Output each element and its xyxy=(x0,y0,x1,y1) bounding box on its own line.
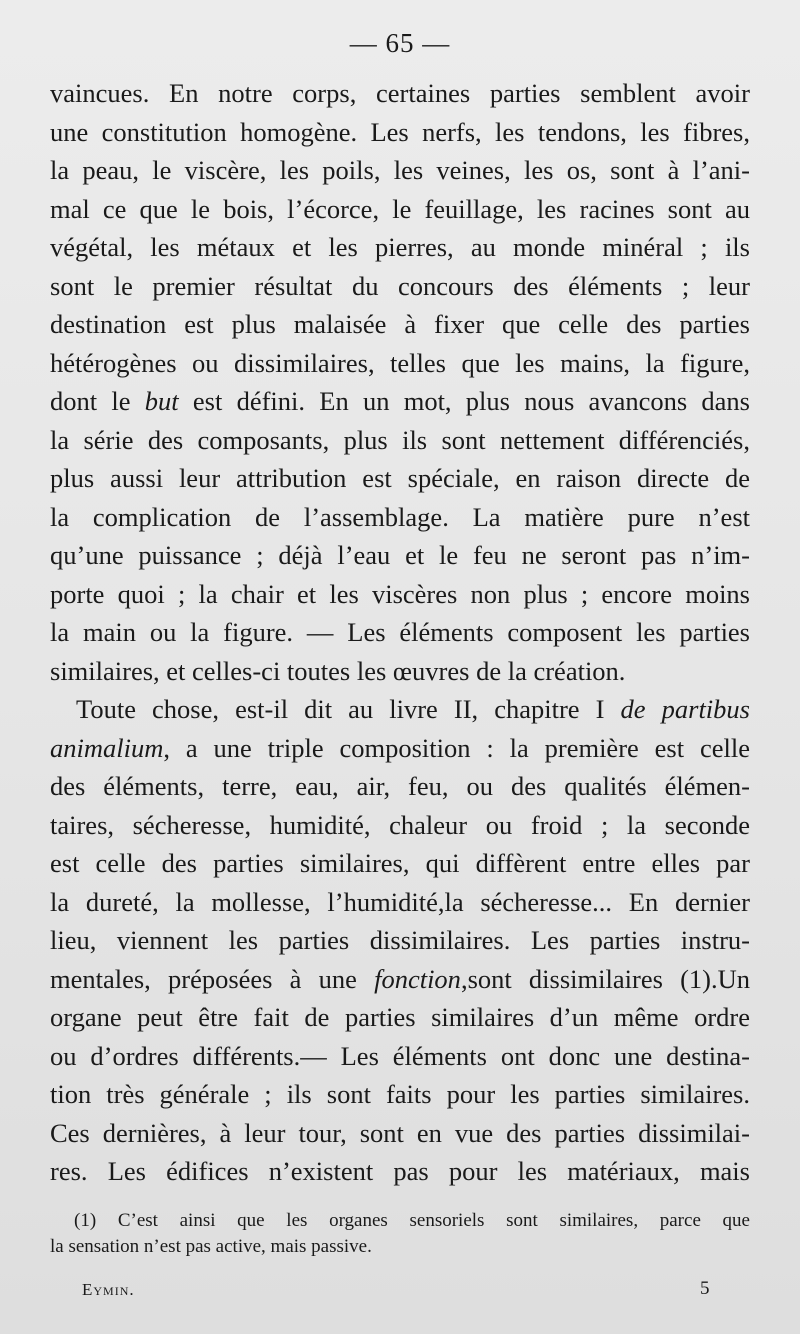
page-number: — 65 — xyxy=(349,28,451,58)
text-line: la peau, le viscère, les poils, les veines, les os, sont à l’ani- xyxy=(50,155,750,185)
text-line: dont le but est défini. En un mot, plus nous avancons dans xyxy=(50,386,750,416)
text-line: Ces dernières, à leur tour, sont en vue des parties dissimilai- xyxy=(50,1117,750,1148)
text-line: mal ce que le bois, l’écorce, le feuillage, les racines sont au xyxy=(50,193,750,224)
footnote-line: (1) C’est ainsi que les organes sensoriels sont similaires, parce que xyxy=(74,1210,750,1231)
text-line: sont le premier résultat du concours des éléments ; leur xyxy=(50,270,750,301)
text-line: Toute chose, est-il dit au livre II, chapitre I de partibus xyxy=(76,694,750,724)
footnote xyxy=(50,1208,750,1260)
text-line: qu’une puissance ; déjà l’eau et le feu ne seront pas n’im- xyxy=(50,540,750,570)
text-line: lieu, viennent les parties dissimilaires. Les parties instru- xyxy=(50,925,750,955)
text-line: hétérogènes ou dissimilaires, telles que les mains, la figure, xyxy=(50,347,750,378)
text-line: la série des composants, plus ils sont nettement différenciés, xyxy=(50,424,750,455)
text-line: destination est plus malaisée à fixer que celle des parties xyxy=(50,309,750,339)
text-line: la complication de l’assemblage. La matière pure n’est xyxy=(50,501,750,532)
text-line: des éléments, terre, eau, air, feu, ou des qualités élémen- xyxy=(50,771,750,801)
text-line: plus aussi leur attribution est spéciale, en raison directe de xyxy=(50,463,750,493)
footnote-line: la sensation n’est pas active, mais passive. xyxy=(50,1236,372,1257)
text-line: ou d’ordres différents.— Les éléments ont donc une destina- xyxy=(50,1040,750,1071)
text-line: similaires, et celles-ci toutes les œuvres de la création. xyxy=(50,655,626,686)
body-text xyxy=(50,74,750,1191)
text-line: la dureté, la mollesse, l’humidité,la sécheresse... En dernier xyxy=(50,886,750,917)
text-line: la main ou la figure. — Les éléments composent les parties xyxy=(50,617,750,647)
text-line: organe peut être fait de parties similaires d’un même ordre xyxy=(50,1002,750,1032)
text-line: mentales, préposées à une fonction,sont dissimilaires (1).Un xyxy=(50,963,750,994)
text-line: res. Les édifices n’existent pas pour les matériaux, mais xyxy=(50,1156,750,1186)
text-line: animalium, a une triple composition : la première est celle xyxy=(50,732,750,763)
text-line: une constitution homogène. Les nerfs, les tendons, les fibres, xyxy=(50,116,750,147)
text-line: vaincues. En notre corps, certaines parties semblent avoir xyxy=(50,78,750,108)
printer-signature: Eymin. xyxy=(82,1280,135,1299)
text-line: végétal, les métaux et les pierres, au monde minéral ; ils xyxy=(50,232,750,262)
text-line: taires, sécheresse, humidité, chaleur ou froid ; la seconde xyxy=(50,809,750,840)
sheet-number: 5 xyxy=(700,1278,710,1299)
text-line: porte quoi ; la chair et les viscères non plus ; encore moins xyxy=(50,578,750,609)
text-line: est celle des parties similaires, qui diffèrent entre elles par xyxy=(50,848,750,878)
text-line: tion très générale ; ils sont faits pour les parties similaires. xyxy=(50,1079,750,1109)
